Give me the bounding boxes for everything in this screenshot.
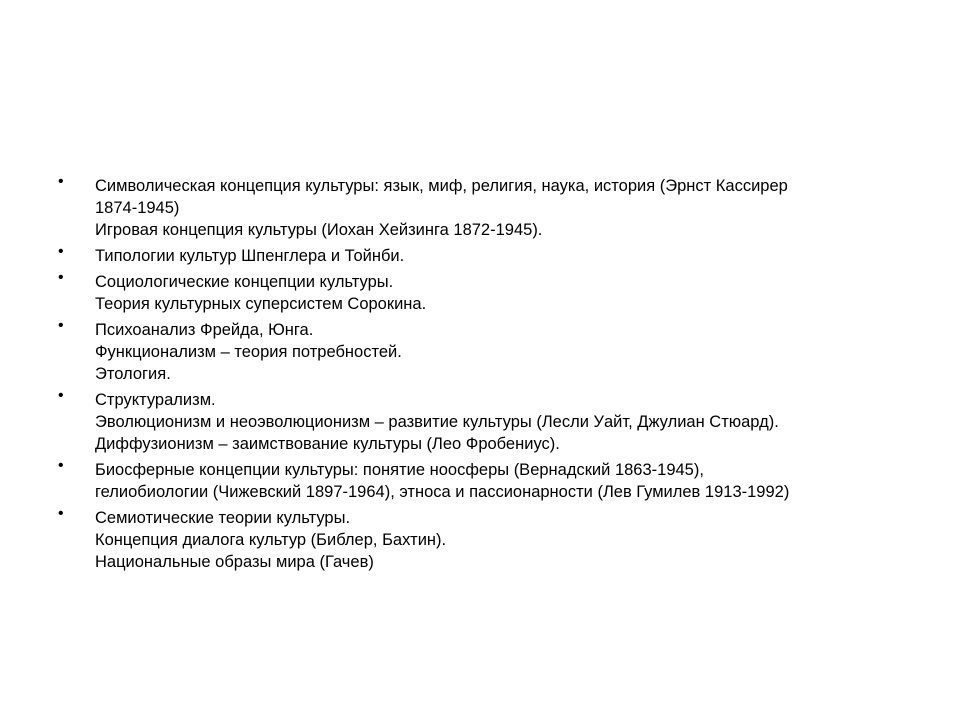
- list-item-line: Функционализм – теория потребностей.: [95, 343, 402, 361]
- list-item-line: Семиотические теории культуры.: [95, 509, 351, 527]
- list-item-structuralism: [58, 389, 918, 455]
- list-item-symbolic-concepts: [58, 175, 918, 241]
- list-item-line: Диффузионизм – заимствование культуры (Лео Фробениус).: [95, 435, 560, 453]
- list-item-semiotic-theories: [58, 507, 918, 573]
- bullet-icon: •: [58, 173, 64, 190]
- list-item-line: Национальные образы мира (Гачев): [95, 553, 374, 571]
- bullet-icon: •: [58, 505, 64, 522]
- bullet-icon: •: [58, 387, 64, 404]
- list-item-line: Символическая концепция культуры: язык, миф, религия, наука, история (Эрнст Кассирер: [95, 177, 788, 195]
- bullet-icon: •: [58, 457, 64, 474]
- bullet-list: [58, 175, 918, 577]
- list-item-line: Этология.: [95, 365, 171, 383]
- list-item-line: 1874-1945): [95, 199, 180, 217]
- list-item-line: Концепция диалога культур (Библер, Бахтин).: [95, 531, 447, 549]
- list-item-sociological-concepts: [58, 271, 918, 315]
- bullet-icon: •: [58, 269, 64, 286]
- list-item-line: Социологические концепции культуры.: [95, 273, 394, 291]
- list-item-line: Эволюционизм и неоэволюционизм – развитие культуры (Лесли Уайт, Джулиан Стюард).: [95, 413, 779, 431]
- list-item-line: Структурализм.: [95, 391, 216, 409]
- list-item-line: Биосферные концепции культуры: понятие ноосферы (Вернадский 1863-1945),: [95, 461, 704, 479]
- list-item-line: гелиобиологии (Чижевский 1897-1964), этноса и пассионарности (Лев Гумилев 1913-1992): [95, 483, 790, 501]
- list-item-line: Игровая концепция культуры (Иохан Хейзинга 1872-1945).: [95, 221, 543, 239]
- bullet-icon: •: [58, 243, 64, 260]
- bullet-icon: •: [58, 317, 64, 334]
- list-item-line: Типологии культур Шпенглера и Тойнби.: [95, 247, 405, 265]
- list-item-biosphere-concepts: [58, 459, 918, 503]
- list-item-typologies: [58, 245, 918, 267]
- list-item-psychoanalysis: [58, 319, 918, 385]
- list-item-line: Теория культурных суперсистем Сорокина.: [95, 295, 427, 313]
- list-item-line: Психоанализ Фрейда, Юнга.: [95, 321, 314, 339]
